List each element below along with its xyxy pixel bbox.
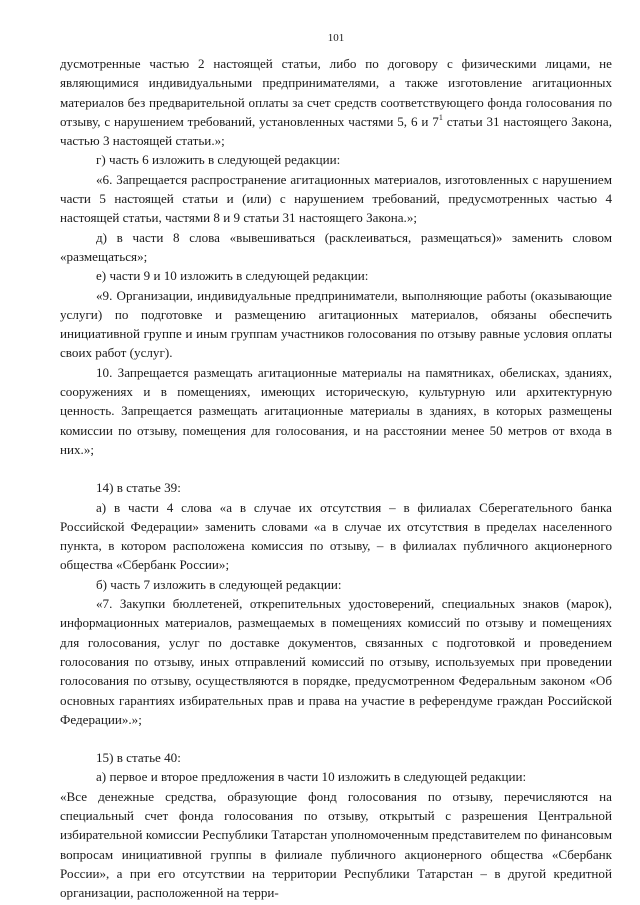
paragraph: «7. Закупки бюллетеней, открепительных удостоверений, специальных знаков (марок), информационных материалов, размещаемых в помещениях комиссий по отзыву и помещениях для голосования, услуг по доставке документов, связанных с подготовкой и проведением голосования по отзыву, иных отправлений комиссий по отзыву, используемых при проведении голосования по отзыву, осуществляются в порядке, предусмотренном Федеральным законом «Об основных гарантиях избирательных прав и права на участие в референдуме граждан Российской Федерации».»; <box>60 596 612 727</box>
paragraph: «9. Организации, индивидуальные предприниматели, выполняющие работы (оказывающие услуги) по подготовке и размещению агитационных материалов, обязаны обеспечить инициативной группе и иным группам участников голосования по отзыву равные условия оплаты своих работ (услуг). <box>60 287 612 361</box>
paragraph: «Все денежные средства, образующие фонд голосования по отзыву, перечисляются на специальный счет фонда голосования по отзыву, открытый с разрешения Центральной избирательной комиссии Республики Татарстан уполномоченным представителем по финансовым вопросам инициативной группы в филиале публичного акционерного общества «Сбербанк России», а при его отсутствии на территории Республики Татарстан – в другой кредитной организации, расположенной на терри- <box>60 788 612 901</box>
document-body <box>60 54 612 902</box>
paragraph: а) в части 4 слова «а в случае их отсутствия – в филиалах Сберегательного банка Российской Федерации» заменить словами «а в случае их отсутствия в пределах населенного пункта, в котором расположена комиссия по отзыву, – в филиалах публичного акционерного общества «Сбербанк России»; <box>60 499 612 573</box>
paragraph: е) части 9 и 10 изложить в следующей редакции: <box>96 268 369 284</box>
paragraph: г) часть 6 изложить в следующей редакции: <box>96 152 341 168</box>
paragraph: «6. Запрещается распространение агитационных материалов, изготовленных с нарушением части 5 настоящей статьи и (или) с нарушением требований, предусмотренных частью 4 настоящей статьи, частями 8 и 9 статьи 31 настоящего Закона.»; <box>60 171 612 226</box>
section-heading: 14) в статье 39: <box>96 480 181 496</box>
page-number: 101 <box>327 32 345 44</box>
paragraph: дусмотренные частью 2 настоящей статьи, либо по договору с физическими лицами, не являющимися индивидуальными предпринимателями, а также изготовление агитационных материалов без предварительной оплаты за счет средств соответствующего фонда голосования по отзыву, с нарушением требований, установленных частями 5, 6 и $7^1$ статьи 31 настоящего Закона, частью 3 настоящей статьи.»; <box>60 56 612 149</box>
superscript: 1 <box>438 112 443 122</box>
section-heading: 15) в статье 40: <box>96 750 181 766</box>
paragraph: б) часть 7 изложить в следующей редакции: <box>96 576 342 592</box>
paragraph: а) первое и второе предложения в части 10 изложить в следующей редакции: <box>96 769 527 785</box>
paragraph: д) в части 8 слова «вывешиваться (расклеиваться, размещаться)» заменить словом «размещаться»; <box>60 229 612 264</box>
paragraph: 10. Запрещается размещать агитационные материалы на памятниках, обелисках, зданиях, сооружениях и в помещениях, имеющих историческую, культурную или архитектурную ценность. Запрещается размещать агитационные материалы в зданиях, в которых размещены комиссии по отзыву, помещения для голосования, и на расстоянии менее 50 метров от входа в них.»; <box>60 364 612 457</box>
